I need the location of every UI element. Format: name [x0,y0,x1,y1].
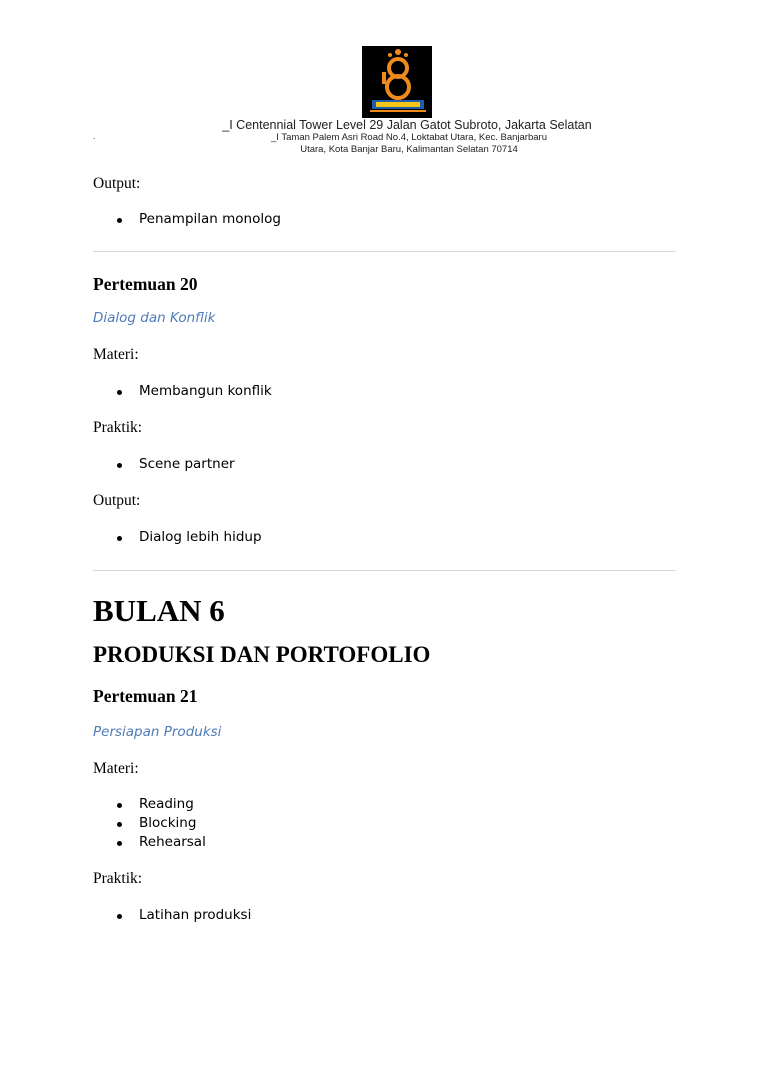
list-item: Latihan produksi [93,906,676,925]
praktik-list [93,906,676,925]
section-divider [93,251,676,252]
praktik-label: Praktik: [93,419,143,436]
list-item: Reading [93,795,676,814]
meeting-subtitle: Persiapan Produksi [93,724,222,740]
materi-list [93,382,676,401]
list-item: Blocking [93,814,676,833]
list-item: Dialog lebih hidup [93,528,676,547]
output-list [93,528,676,547]
praktik-list [93,455,676,474]
address-line-2: _I Taman Palem Asri Road No.4, Loktabat Utara, Kec. Banjarbaru [270,132,547,143]
output-label: Output: [93,492,141,509]
materi-label: Materi: [93,760,139,777]
document-body [93,172,676,925]
month-title: BULAN 6 [93,593,225,628]
materi-label: Materi: [93,346,139,363]
list-item: Scene partner [93,455,676,474]
praktik-label: Praktik: [93,870,143,887]
meeting-title: Pertemuan 21 [93,686,198,706]
sanggar-logo-icon [362,46,432,118]
list-item: Penampilan monolog [93,210,676,229]
meeting-subtitle: Dialog dan Konflik [93,310,216,326]
meeting-title: Pertemuan 20 [93,274,198,294]
output-label: Output: [93,175,141,192]
output-list [93,210,676,229]
address-line-1: _I Centennial Tower Level 29 Jalan Gatot Subroto, Jakarta Selatan [222,118,592,132]
section-title: PRODUKSI DAN PORTOFOLIO [93,642,431,667]
materi-list [93,795,676,852]
list-item: Membangun konflik [93,382,676,401]
stray-mark: . [93,131,96,141]
address-line-3: Utara, Kota Banjar Baru, Kalimantan Selatan 70714 [300,144,518,155]
list-item: Rehearsal [93,833,676,852]
section-divider [93,570,676,571]
